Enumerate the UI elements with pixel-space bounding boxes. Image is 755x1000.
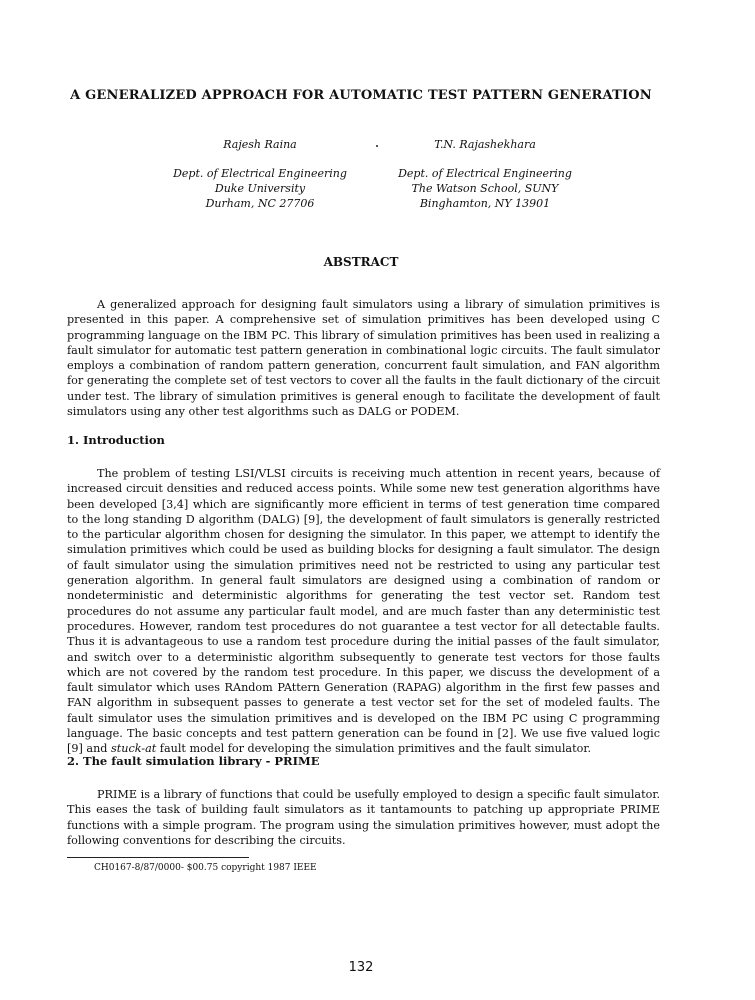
section-heading-prime: 2. The fault simulation library - PRIME — [67, 754, 320, 768]
affiliation-line: Durham, NC 27706 — [205, 197, 315, 210]
author-name: T.N. Rajashekhara — [434, 138, 536, 151]
footnote-divider — [67, 857, 249, 858]
affiliation-line: The Watson School, SUNY — [411, 182, 559, 195]
abstract-paragraph — [67, 297, 660, 419]
paper-title: A GENERALIZED APPROACH FOR AUTOMATIC TEST PATTERN GENERATION — [70, 88, 652, 103]
copyright-footnote: CH0167-8/87/0000- $00.75 copyright 1987 IEEE — [94, 863, 317, 873]
section-heading-introduction: 1. Introduction — [67, 433, 165, 447]
introduction-italic-term: stuck-at — [111, 742, 157, 756]
scan-speck — [376, 145, 378, 147]
abstract-heading: ABSTRACT — [323, 255, 399, 269]
author-block-1 — [160, 137, 360, 211]
affiliation-line: Binghamton, NY 13901 — [419, 197, 551, 210]
introduction-paragraph — [67, 466, 660, 757]
prime-paragraph — [67, 787, 660, 848]
author-name: Rajesh Raina — [223, 138, 297, 151]
affiliation-line: Duke University — [214, 182, 306, 195]
introduction-text-part1: The problem of testing LSI/VLSI circuits is receiving much attention in recent years, because of increased circuit densities and reduced access points. While some new test generation algorithms have been developed [3,4] which are significantly more efficient in terms of test generation time compared to the long standing D algorithm (DALG) [9], the development of fault simulators is generally restricted to the particular algorithm chosen for designing the simulator. In this paper, we attempt to identify the simulation primitives which could be used as building blocks for designing a fault simulator. The design of fault simulator using the simulation primitives need not be restricted to using any particular test generation algorithm. In general fault simulators are designed using a combination of random or nondeterministic and deterministic algorithms for generating the test vector set. Random test procedures do not assume any particular fault model, and are much faster than any deterministic test procedures. However, random test procedures do not guarantee a test vector for all detectable faults. Thus it is advantageous to use a random test procedure during the initial passes of the fault simulator, and switch over to a deterministic algorithm subsequently to generate test vectors for those faults which are not covered by the random test procedure. In this paper, we discuss the development of a fault simulator which uses RAndom PAttern Generation (RAPAG) algorithm in the first few passes and FAN algorithm in subsequent passes to generate a test vector set for the set of modeled faults. The fault simulator uses the simulation primitives and is developed on the IBM PC using C programming language. The basic concepts and test pattern generation can be found in [2]. We use five valued logic [9] and — [67, 467, 660, 756]
author-block-2 — [380, 137, 590, 211]
prime-text: PRIME is a library of functions that could be usefully employed to design a specific fault simulator. This eases the task of building fault simulators as it tantamounts to patching up appropriate PRIME functions with a simple program. The program using the simulation primitives however, must adopt the following conventions for describing the circuits. — [67, 788, 660, 847]
page-number: 132 — [348, 960, 374, 975]
abstract-text: A generalized approach for designing fault simulators using a library of simulation primitives is presented in this paper. A comprehensive set of simulation primitives has been developed using C programming language on the IBM PC. This library of simulation primitives has been used in realizing a fault simulator for automatic test pattern generation in combinational logic circuits. The fault simulator employs a combination of random pattern generation, concurrent fault simulation, and FAN algorithm for generating the complete set of test vectors to cover all the faults in the fault dictionary of the circuit under test. The library of simulation primitives is general enough to facilitate the development of fault simulators using any other test algorithms such as DALG or PODEM. — [67, 298, 660, 419]
introduction-text-part2: fault model for developing the simulation primitives and the fault simulator. — [156, 742, 592, 756]
affiliation-line: Dept. of Electrical Engineering — [398, 167, 572, 180]
affiliation-line: Dept. of Electrical Engineering — [173, 167, 347, 180]
